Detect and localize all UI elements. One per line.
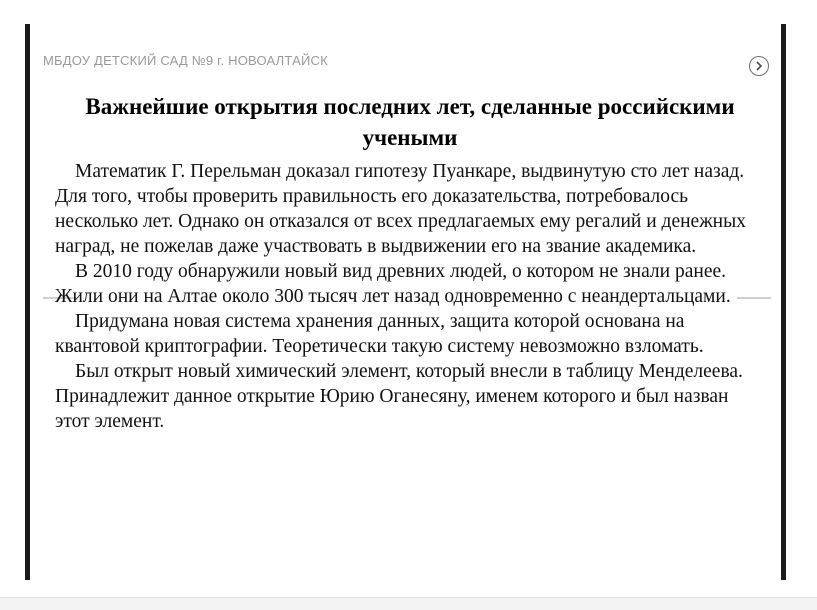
left-border-bar: [25, 24, 30, 580]
organization-header: МБДОУ ДЕТСКИЙ САД №9 г. НОВОАЛТАЙСК: [43, 53, 328, 68]
bottom-strip: [0, 597, 817, 610]
next-slide-button[interactable]: [749, 56, 769, 76]
right-border-bar: [781, 24, 786, 580]
slide-title: Важнейшие открытия последних лет, сделанные российскими учеными: [85, 94, 735, 150]
paragraph-perelman: Математик Г. Перельман доказал гипотезу Пуанкаре, выдвинутую сто лет назад. Для того, чтобы проверить правильность его доказательства, потребовалось несколько лет. Однако он отказался от всех предлагаемых ему регалий и денежных наград, не пожелав даже участвовать в выдвижении его на звание академика.: [55, 161, 746, 257]
paragraph-quantum-storage: Придумана новая система хранения данных, защита которой основана на квантовой криптографии. Теоретически такую систему невозможно взломать.: [55, 311, 704, 357]
slide-body: [55, 159, 767, 434]
paragraph-ancient-people: В 2010 году обнаружили новый вид древних людей, о котором не знали ранее. Жили они на Алтае около 300 тысяч лет назад одновременно с неандертальцами.: [55, 261, 731, 307]
chevron-right-icon: [755, 61, 763, 71]
paragraph-new-element: Был открыт новый химический элемент, который внесли в таблицу Менделеева. Принадлежит данное открытие Юрию Оганесяну, именем которого и был назван этот элемент.: [55, 361, 743, 432]
